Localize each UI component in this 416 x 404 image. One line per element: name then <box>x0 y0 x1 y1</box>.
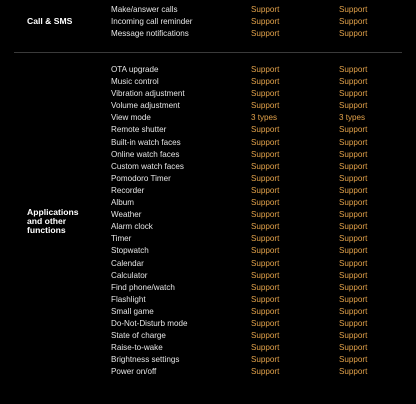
feature-name: Flashlight <box>111 294 146 304</box>
value-model-2: Support <box>339 318 368 328</box>
spec-row <box>14 197 402 209</box>
value-model-1: Support <box>251 306 280 316</box>
value-model-1: Support <box>251 210 280 220</box>
spec-row <box>14 124 402 136</box>
feature-name: Calculator <box>111 270 148 280</box>
rows-call-sms <box>14 4 402 41</box>
value-model-2: Support <box>339 161 368 171</box>
spec-row <box>14 306 402 318</box>
feature-name: Small game <box>111 306 154 316</box>
feature-name: Brightness settings <box>111 355 180 365</box>
feature-name: Timer <box>111 234 132 244</box>
value-model-1: Support <box>251 89 280 99</box>
spec-row <box>14 16 402 28</box>
spec-row <box>14 258 402 270</box>
feature-name: Find phone/watch <box>111 282 175 292</box>
feature-name: OTA upgrade <box>111 65 159 74</box>
value-model-1: Support <box>251 282 280 292</box>
value-model-2: Support <box>339 149 368 159</box>
feature-name: Pomodoro Timer <box>111 173 171 183</box>
spec-row <box>14 245 402 257</box>
section-divider <box>14 52 402 53</box>
value-model-2: Support <box>339 101 368 111</box>
feature-name: Music control <box>111 77 159 87</box>
section-call-sms <box>14 0 402 44</box>
value-model-2: Support <box>339 343 368 353</box>
value-model-1: Support <box>251 5 280 14</box>
feature-name: Online watch faces <box>111 149 180 159</box>
value-model-2: Support <box>339 367 368 377</box>
feature-name: Album <box>111 198 134 208</box>
spec-row <box>14 100 402 112</box>
value-model-1: Support <box>251 331 280 341</box>
value-model-1: Support <box>251 125 280 135</box>
value-model-1: Support <box>251 29 280 39</box>
value-model-1: Support <box>251 185 280 195</box>
feature-name: Raise-to-wake <box>111 343 163 353</box>
value-model-1: Support <box>251 258 280 268</box>
spec-row <box>14 137 402 149</box>
value-model-2: Support <box>339 65 368 74</box>
spec-row <box>14 209 402 221</box>
value-model-1: Support <box>251 246 280 256</box>
value-model-1: Support <box>251 270 280 280</box>
feature-name: Power on/off <box>111 367 157 377</box>
category-label-call-sms: Call & SMS <box>27 16 73 26</box>
category-label-applications: Applications and other functions <box>27 207 79 235</box>
feature-name: Make/answer calls <box>111 5 178 14</box>
value-model-2: Support <box>339 89 368 99</box>
feature-name: Vibration adjustment <box>111 89 185 99</box>
value-model-2: Support <box>339 282 368 292</box>
value-model-1: Support <box>251 65 280 74</box>
feature-name: Custom watch faces <box>111 161 184 171</box>
feature-name: View mode <box>111 113 151 123</box>
spec-row <box>14 342 402 354</box>
value-model-2: Support <box>339 355 368 365</box>
value-model-1: Support <box>251 318 280 328</box>
value-model-1: Support <box>251 77 280 87</box>
value-model-1: Support <box>251 234 280 244</box>
value-model-2: Support <box>339 234 368 244</box>
spec-row <box>14 112 402 124</box>
value-model-2: Support <box>339 294 368 304</box>
spec-row <box>14 294 402 306</box>
spec-row <box>14 221 402 233</box>
feature-name: Volume adjustment <box>111 101 180 111</box>
value-model-2: Support <box>339 77 368 87</box>
value-model-2: Support <box>339 210 368 220</box>
feature-name: Do-Not-Disturb mode <box>111 318 188 328</box>
value-model-1: Support <box>251 173 280 183</box>
value-model-1: Support <box>251 149 280 159</box>
feature-name: Recorder <box>111 185 145 195</box>
value-model-1: Support <box>251 367 280 377</box>
spec-row <box>14 318 402 330</box>
value-model-2: Support <box>339 185 368 195</box>
spec-row <box>14 149 402 161</box>
value-model-2: Support <box>339 222 368 232</box>
spec-row <box>14 4 402 16</box>
value-model-1: Support <box>251 355 280 365</box>
value-model-1: 3 types <box>251 113 278 123</box>
value-model-1: Support <box>251 101 280 111</box>
feature-name: State of charge <box>111 331 166 341</box>
value-model-2: Support <box>339 137 368 147</box>
spec-row <box>14 330 402 342</box>
feature-name: Calendar <box>111 258 144 268</box>
value-model-1: Support <box>251 17 280 27</box>
value-model-1: Support <box>251 294 280 304</box>
value-model-2: Support <box>339 258 368 268</box>
feature-name: Remote shutter <box>111 125 167 135</box>
value-model-2: Support <box>339 29 368 39</box>
spec-row <box>14 161 402 173</box>
feature-name: Incoming call reminder <box>111 17 193 27</box>
value-model-2: Support <box>339 246 368 256</box>
value-model-2: Support <box>339 198 368 208</box>
value-model-2: Support <box>339 17 368 27</box>
value-model-1: Support <box>251 137 280 147</box>
value-model-1: Support <box>251 198 280 208</box>
value-model-1: Support <box>251 222 280 232</box>
value-model-2: Support <box>339 5 368 14</box>
value-model-1: Support <box>251 343 280 353</box>
value-model-2: Support <box>339 306 368 316</box>
spec-row <box>14 76 402 88</box>
value-model-2: Support <box>339 270 368 280</box>
spec-row <box>14 366 402 378</box>
section-applications <box>14 64 402 382</box>
value-model-2: 3 types <box>339 113 366 123</box>
feature-name: Alarm clock <box>111 222 153 232</box>
value-model-2: Support <box>339 331 368 341</box>
spec-row <box>14 270 402 282</box>
spec-row <box>14 28 402 40</box>
value-model-1: Support <box>251 161 280 171</box>
spec-row <box>14 64 402 76</box>
value-model-2: Support <box>339 173 368 183</box>
feature-name: Message notifications <box>111 29 189 39</box>
spec-row <box>14 233 402 245</box>
spec-row <box>14 354 402 366</box>
feature-name: Built-in watch faces <box>111 137 181 147</box>
spec-row <box>14 173 402 185</box>
spec-row <box>14 88 402 100</box>
value-model-2: Support <box>339 125 368 135</box>
spec-row <box>14 282 402 294</box>
rows-applications <box>14 64 402 378</box>
feature-name: Weather <box>111 210 142 220</box>
feature-name: Stopwatch <box>111 246 149 256</box>
spec-row <box>14 185 402 197</box>
